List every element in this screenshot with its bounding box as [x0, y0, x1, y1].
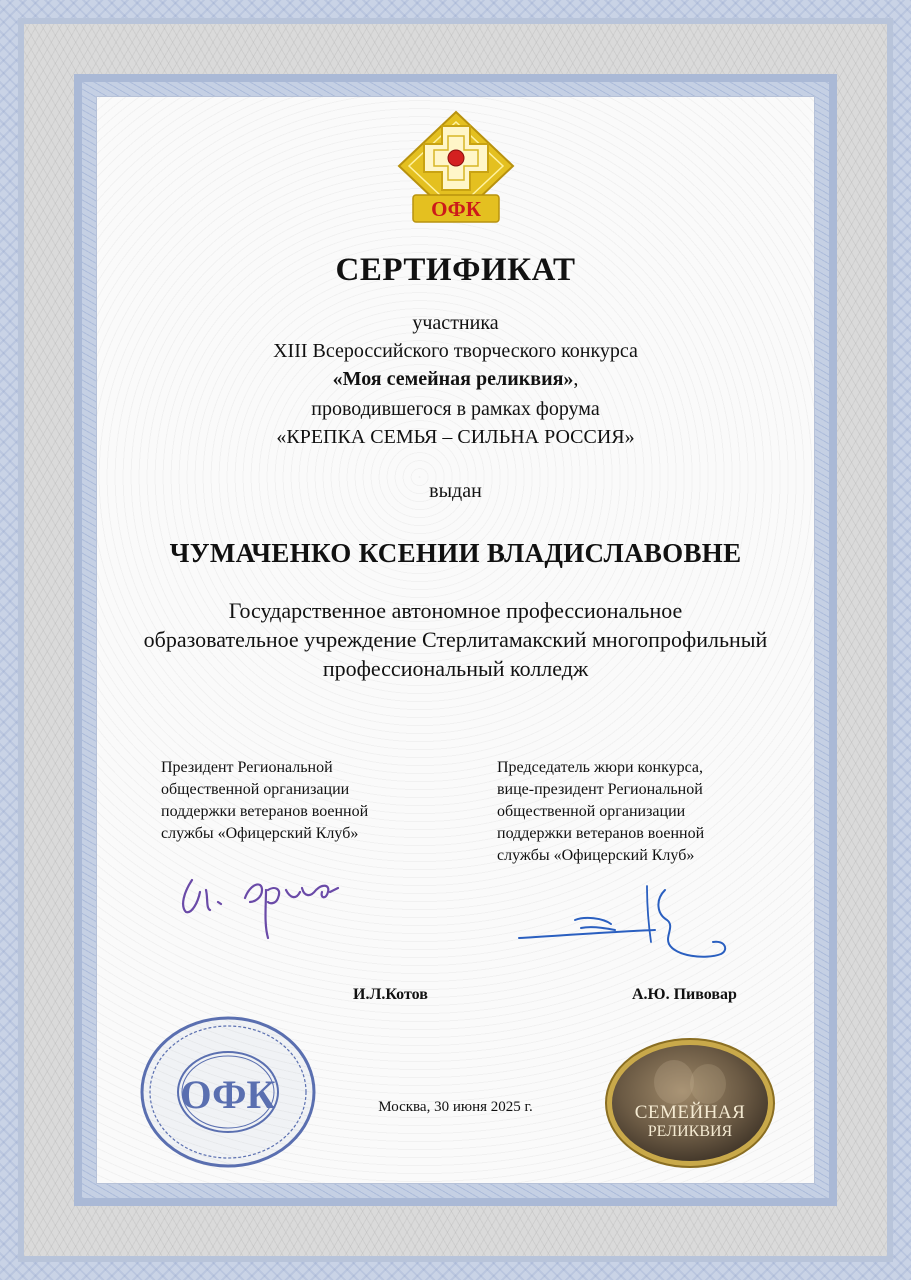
- contest-name-comma: ,: [573, 368, 579, 390]
- right-title-line: общественной организации: [497, 803, 686, 820]
- left-signatory-name: И.Л.Котов: [353, 986, 428, 1003]
- medal-line2: РЕЛИКВИЯ: [647, 1123, 733, 1140]
- right-signatory-name: А.Ю. Пивовар: [632, 986, 737, 1003]
- official-stamp: [136, 1012, 320, 1172]
- left-signatory-title: [161, 757, 451, 845]
- right-title-line: вице-президент Региональной: [497, 781, 703, 798]
- organization-line: образовательное учреждение Стерлитамакский многопрофильный: [143, 627, 768, 652]
- stamp-text: ОФК: [180, 1072, 276, 1117]
- forum-name: «КРЕПКА СЕМЬЯ – СИЛЬНА РОССИЯ»: [276, 426, 635, 448]
- right-signatory-title: [497, 757, 797, 867]
- left-title-line: поддержки ветеранов военной: [161, 803, 369, 820]
- forum-intro: проводившегося в рамках форума: [311, 398, 600, 420]
- medal-line1: СЕМЕЙНАЯ: [634, 1102, 746, 1123]
- contest-name-line: [0, 366, 911, 392]
- issued-label: выдан: [429, 480, 482, 502]
- left-signature: [170, 862, 370, 942]
- right-title-line: Председатель жюри конкурса,: [497, 759, 704, 776]
- participant-label: участника: [412, 312, 499, 334]
- right-title-line: службы «Офицерский Клуб»: [497, 847, 695, 864]
- left-title-line: общественной организации: [161, 781, 350, 798]
- recipient-name: ЧУМАЧЕНКО КСЕНИИ ВЛАДИСЛАВОВНЕ: [169, 538, 742, 568]
- organization-line: профессиональный колледж: [322, 656, 589, 681]
- right-signature: [515, 880, 735, 970]
- organization-line: Государственное автономное профессиональное: [228, 598, 683, 623]
- logo-text: ОФК: [431, 197, 481, 221]
- certificate-title: СЕРТИФИКАТ: [335, 252, 576, 288]
- organization: [0, 596, 911, 683]
- left-title-line: службы «Офицерский Клуб»: [161, 825, 359, 842]
- family-relic-medal: [604, 1036, 776, 1170]
- issue-date: Москва, 30 июня 2025 г.: [378, 1099, 533, 1115]
- contest-line: XIII Всероссийского творческого конкурса: [273, 340, 638, 362]
- left-title-line: Президент Региональной: [161, 759, 333, 776]
- cross-emblem-icon: [393, 108, 519, 230]
- right-title-line: поддержки ветеранов военной: [497, 825, 705, 842]
- contest-name: «Моя семейная реликвия»: [332, 368, 574, 390]
